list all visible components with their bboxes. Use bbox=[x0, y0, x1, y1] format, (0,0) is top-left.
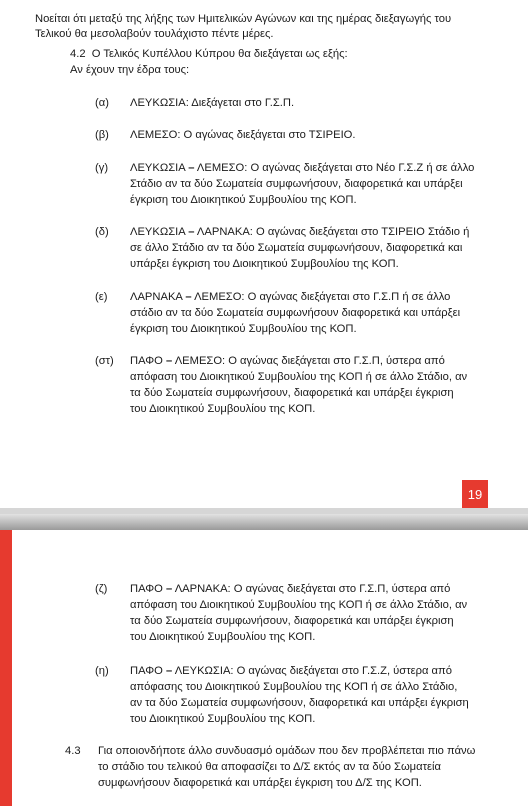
item-label: (ζ) bbox=[95, 583, 108, 595]
item-label: (β) bbox=[95, 129, 109, 141]
red-margin-bar bbox=[0, 530, 12, 806]
section-line: το στάδιο του τελικού θα αποφασίζει το Δ/Σ εκτός αν τα δύο Σωματεία bbox=[98, 761, 441, 773]
item-line: Στάδιο αν τα δύο Σωματεία συμφωνήσουν, διαφορετικά και υπάρξει bbox=[130, 178, 463, 190]
section-number: 4.3 bbox=[65, 745, 81, 757]
section-line: συμφωνήσουν διαφορετικά και υπάρξει έγκριση του Δ/Σ της ΚΟΠ. bbox=[98, 777, 422, 789]
item-line: υπάρξει έγκριση του Διοικητικού Συμβουλίου της ΚΟΠ. bbox=[130, 258, 399, 270]
item-line: ΠΑΦΟ – ΛΕΥΚΩΣΙΑ: Ο αγώνας διεξάγεται στο Γ.Σ.Ζ, ύστερα από bbox=[130, 665, 452, 677]
item-line: έγκριση του Διοικητικού Συμβουλίου της ΚΟΠ. bbox=[130, 323, 357, 335]
en-dash: – bbox=[188, 226, 195, 238]
item-line: τα δύο Σωματεία συμφωνήσουν, διαφορετικά και υπάρξει έγκριση bbox=[130, 387, 454, 399]
en-dash: – bbox=[185, 291, 192, 303]
item-line: του Διοικητικού Συμβουλίου της ΚΟΠ. bbox=[130, 403, 316, 415]
item-line: έγκριση του Διοικητικού Συμβουλίου της ΚΟΠ. bbox=[130, 194, 357, 206]
page-number-badge: 19 bbox=[462, 480, 488, 508]
page-20 bbox=[0, 530, 528, 806]
section-title: Ο Τελικός Κυπέλλου Κύπρου θα διεξάγεται ως εξής: bbox=[91, 48, 348, 60]
item-label: (στ) bbox=[95, 355, 114, 367]
en-dash: – bbox=[165, 355, 173, 367]
section-line: Για οποιονδήποτε άλλο συνδυασμό ομάδων που δεν προβλέπεται πιο πάνω bbox=[98, 745, 476, 757]
item-line: αν τα δύο Σωματεία συμφωνήσουν, διαφορετικά και υπάρξει έγκριση bbox=[130, 697, 469, 709]
item-line: του Διοικητικού Συμβουλίου της ΚΟΠ. bbox=[130, 631, 316, 643]
item-line: σε άλλο Στάδιο αν τα δύο Σωματεία συμφωνήσουν, διαφορετικά και bbox=[130, 242, 463, 254]
item-label: (η) bbox=[95, 665, 109, 677]
item-line: ΠΑΦΟ – ΛΕΜΕΣΟ: Ο αγώνας διεξάγεται στο Γ.Σ.Π, ύστερα από bbox=[130, 355, 445, 367]
item-line: απόφαση του Διοικητικού Συμβουλίου της ΚΟΠ ή σε άλλο Στάδιο, αν bbox=[130, 599, 468, 611]
section-number: 4.2 bbox=[70, 48, 86, 60]
item-line: ΛΕΜΕΣΟ: Ο αγώνας διεξάγεται στο ΤΣΙΡΕΙΟ. bbox=[130, 129, 356, 141]
item-line: ΛΕΥΚΩΣΙΑ – ΛΑΡΝΑΚΑ: Ο αγώνας διεξάγεται στο ΤΣΙΡΕΙΟ Στάδιο ή bbox=[130, 226, 470, 238]
intro-line-1: Νοείται ότι μεταξύ της λήξης των Ημιτελικών Αγώνων και της ημέρας διεξαγωγής του bbox=[35, 13, 452, 25]
item-label: (ε) bbox=[95, 291, 108, 303]
item-line: απόφασης του Διοικητικού Συμβουλίου της ΚΟΠ ή σε άλλο Στάδιο, bbox=[130, 681, 458, 693]
item-line: ΠΑΦΟ – ΛΑΡΝΑΚΑ: Ο αγώνας διεξάγεται στο Γ.Σ.Π, ύστερα από bbox=[130, 583, 451, 595]
page-separator bbox=[0, 508, 528, 530]
item-line: τα δύο Σωματεία συμφωνήσουν, διαφορετικά και υπάρξει έγκριση bbox=[130, 615, 454, 627]
item-label: (γ) bbox=[95, 162, 109, 174]
item-line: ΛΕΥΚΩΣΙΑ – ΛΕΜΕΣΟ: Ο αγώνας διεξάγεται στο Νέο Γ.Σ.Ζ ή σε άλλο bbox=[130, 162, 475, 174]
item-line: ΛΕΥΚΩΣΙΑ: Διεξάγεται στο Γ.Σ.Π. bbox=[130, 97, 295, 109]
item-line: ΛΑΡΝΑΚΑ – ΛΕΜΕΣΟ: Ο αγώνας διεξάγεται στο Γ.Σ.Π ή σε άλλο bbox=[130, 291, 451, 303]
item-line: απόφαση του Διοικητικού Συμβουλίου της ΚΟΠ ή σε άλλο Στάδιο, αν bbox=[130, 371, 468, 383]
en-dash: – bbox=[165, 665, 173, 677]
en-dash: – bbox=[165, 583, 173, 595]
intro-line-2: Τελικού θα μεσολαβούν τουλάχιστο πέντε μέρες. bbox=[35, 28, 274, 40]
item-line: του Διοικητικού Συμβουλίου της ΚΟΠ. bbox=[130, 713, 316, 725]
en-dash: – bbox=[188, 162, 195, 174]
section-4-2-heading bbox=[70, 47, 348, 62]
item-line: στάδιο αν τα δύο Σωματεία συμφωνήσουν διαφορετικά και υπάρξει bbox=[130, 307, 461, 319]
item-label: (δ) bbox=[95, 226, 109, 238]
item-label: (α) bbox=[95, 97, 109, 109]
section-4-2-subtitle: Αν έχουν την έδρα τους: bbox=[70, 64, 190, 76]
